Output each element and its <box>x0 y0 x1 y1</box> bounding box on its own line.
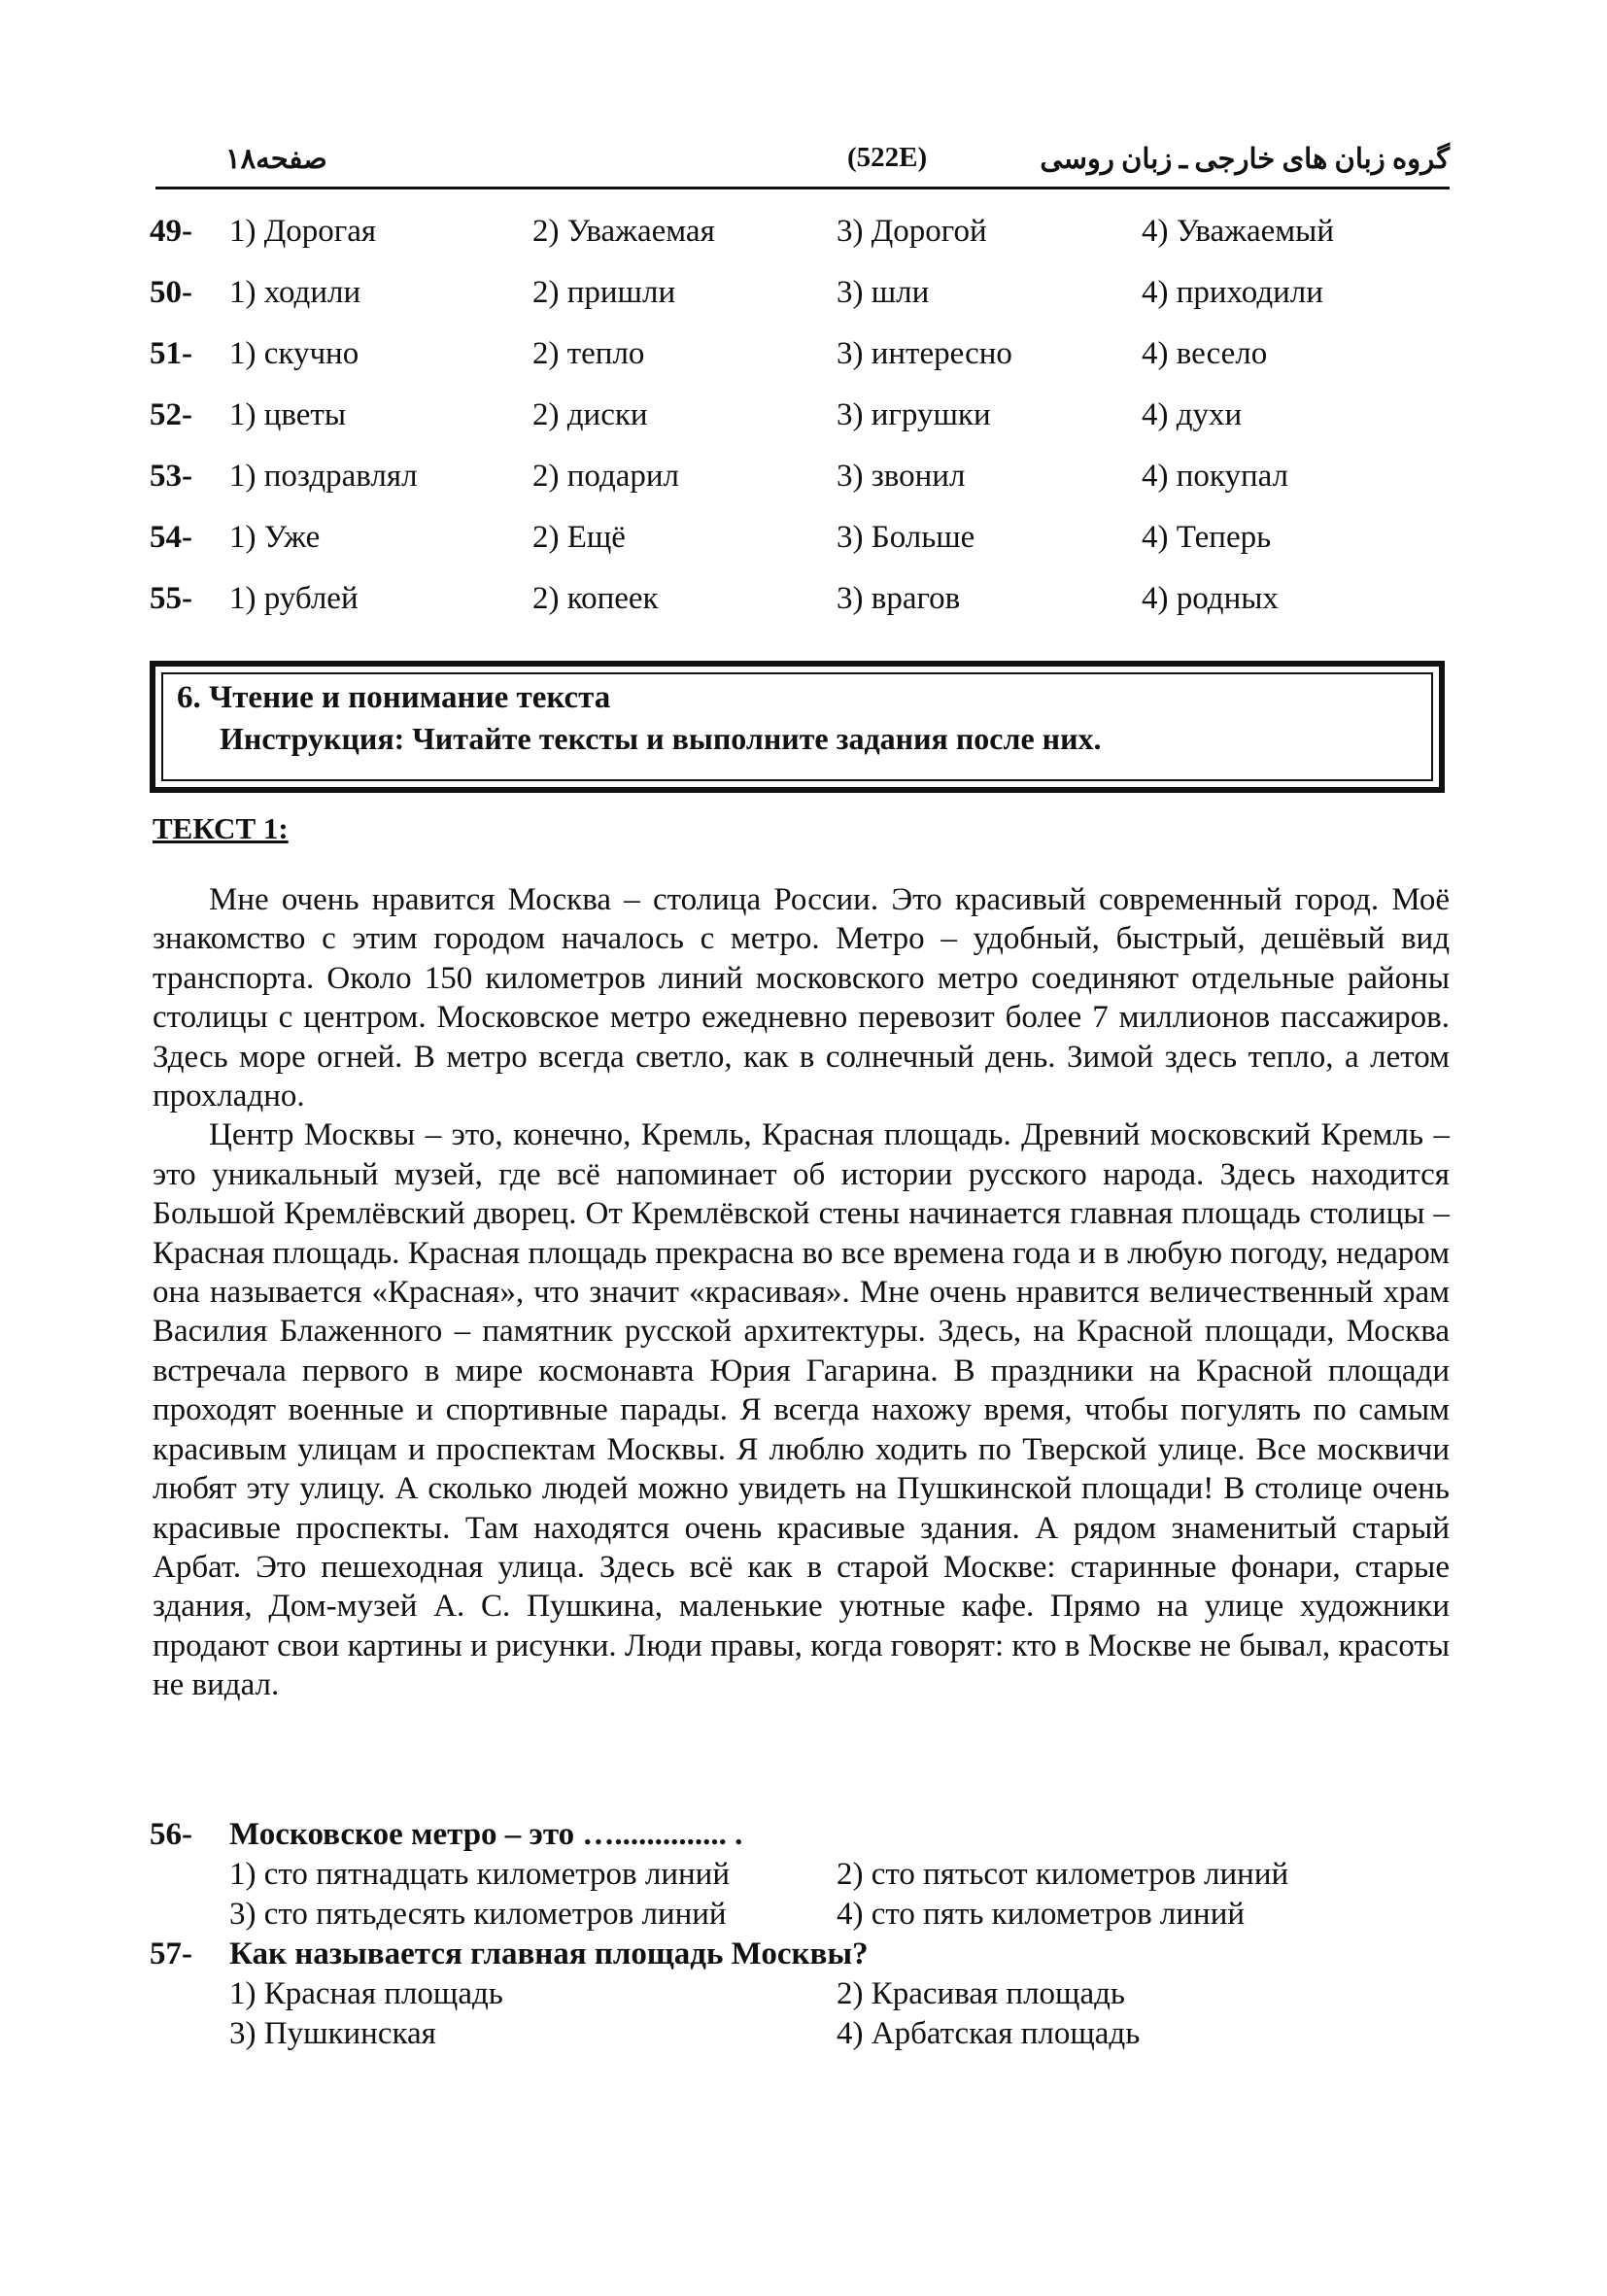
option-4: 4) Арбатская площадь <box>837 2016 1141 2051</box>
option-3: 3) сто пятьдесять километров линий <box>229 1897 727 1932</box>
question-number: 56- <box>150 1817 192 1852</box>
option-2: 2) Ещё <box>532 520 626 555</box>
exam-code: (522E) <box>847 142 928 173</box>
text-label: ТЕКСТ 1: <box>153 811 289 845</box>
reading-passage <box>153 880 1450 1705</box>
option-3: 3) игрушки <box>837 397 991 432</box>
question-number: 54- <box>150 520 192 555</box>
option-1: 1) ходили <box>229 275 361 310</box>
option-3: 3) Пушкинская <box>229 2016 436 2051</box>
question-number: 49- <box>150 214 192 249</box>
option-4: 4) духи <box>1142 397 1243 432</box>
option-4: 4) сто пять километров линий <box>837 1897 1246 1932</box>
page-number: صفحه۱۸ <box>225 144 327 175</box>
option-3: 3) врагов <box>837 581 961 616</box>
option-4: 4) Уважаемый <box>1142 214 1334 249</box>
section-instruction: Инструкция: Читайте тексты и выполните задания после них. <box>220 721 1102 756</box>
option-1: 1) цветы <box>229 397 347 432</box>
option-2: 2) копеек <box>532 581 659 616</box>
option-2: 2) Красивая площадь <box>837 1976 1125 2011</box>
question-row <box>150 336 1452 385</box>
question-number: 51- <box>150 336 192 371</box>
option-4: 4) весело <box>1142 336 1268 371</box>
section-box <box>150 661 1445 793</box>
page-header <box>155 136 1450 189</box>
option-1: 1) Красная площадь <box>229 1976 503 2011</box>
option-1: 1) Дорогая <box>229 214 377 249</box>
option-2: 2) Уважаемая <box>532 214 715 249</box>
passage-paragraph: Центр Москвы – это, конечно, Кремль, Красная площадь. Древний московский Кремль – это уникальный музей, где всё напоминает об истории русского народа. Здесь находится Большой Кремлёвский дворец. От Кремлёвской стены начинается главная площадь столицы – Красная площадь. Красная площадь прекрасна во все времена года и в любую погоду, недаром она называется «Красная», что значит «красивая». Мне очень нравится величественный храм Василия Блаженного – памятник русской архитектуры. Здесь, на Красной площади, Москва встречала первого в мире космонавта Юрия Гагарина. В праздники на Красной площади проходят военные и спортивные парады. Я всегда нахожу время, чтобы погулять по самым красивым улицам и проспектам Москвы. Я люблю ходить по Тверской улице. Все москвичи любят эту улицу. А сколько людей можно увидеть на Пушкинской площади! В столице очень красивые проспекты. Там находятся очень красивые здания. А рядом знаменитый старый Арбат. Это пешеходная улица. Здесь всё как в старой Москве: старинные фонари, старые здания, Дом-музей А. С. Пушкина, маленькие уютные кафе. Прямо на улице художники продают свои картины и рисунки. Люди правы, когда говорят: кто в Москве не бывал, красоты не видал. <box>153 1117 1450 1703</box>
option-2: 2) диски <box>532 397 648 432</box>
option-2: 2) подарил <box>532 459 680 494</box>
option-3: 3) звонил <box>837 459 966 494</box>
option-3: 3) Дорогой <box>837 214 987 249</box>
question-row <box>150 459 1452 507</box>
question-row <box>150 520 1452 568</box>
question-text: Как называется главная площадь Москвы? <box>229 1936 869 1971</box>
question-number: 52- <box>150 397 192 432</box>
question-row <box>150 581 1452 630</box>
section-title: 6. Чтение и понимание текста <box>177 680 611 715</box>
option-1: 1) Уже <box>229 520 321 555</box>
option-3: 3) Больше <box>837 520 975 555</box>
question-text: Московское метро – это ….............. . <box>229 1817 743 1852</box>
option-1: 1) скучно <box>229 336 359 371</box>
option-4: 4) Теперь <box>1142 520 1272 555</box>
option-1: 1) сто пятнадцать километров линий <box>229 1857 730 1892</box>
option-3: 3) шли <box>837 275 930 310</box>
question-row <box>150 214 1452 262</box>
option-4: 4) приходили <box>1142 275 1323 310</box>
option-1: 1) рублей <box>229 581 359 616</box>
option-1: 1) поздравлял <box>229 459 418 494</box>
question-number: 57- <box>150 1936 192 1971</box>
exam-group-title: گروه زبان های خارجی ـ زبان روسی <box>1040 144 1450 175</box>
question-row <box>150 397 1452 446</box>
question-row <box>150 275 1452 324</box>
question-number: 50- <box>150 275 192 310</box>
question-number: 55- <box>150 581 192 616</box>
option-2: 2) тепло <box>532 336 645 371</box>
option-3: 3) интересно <box>837 336 1012 371</box>
option-4: 4) покупал <box>1142 459 1289 494</box>
passage-paragraph: Мне очень нравится Москва – столица России. Это красивый современный город. Моё знакомство с этим городом началось с метро. Метро – удобный, быстрый, дешёвый вид транспорта. Около 150 километров линий московского метро соединяют отдельные районы столицы с центром. Московское метро ежедневно перевозит более 7 миллионов пассажиров. Здесь море огней. В метро всегда светло, как в солнечный день. Зимой здесь тепло, а летом прохладно. <box>153 882 1450 1114</box>
option-4: 4) родных <box>1142 581 1279 616</box>
option-2: 2) сто пятьсот километров линий <box>837 1857 1289 1892</box>
option-2: 2) пришли <box>532 275 676 310</box>
question-number: 53- <box>150 459 192 494</box>
